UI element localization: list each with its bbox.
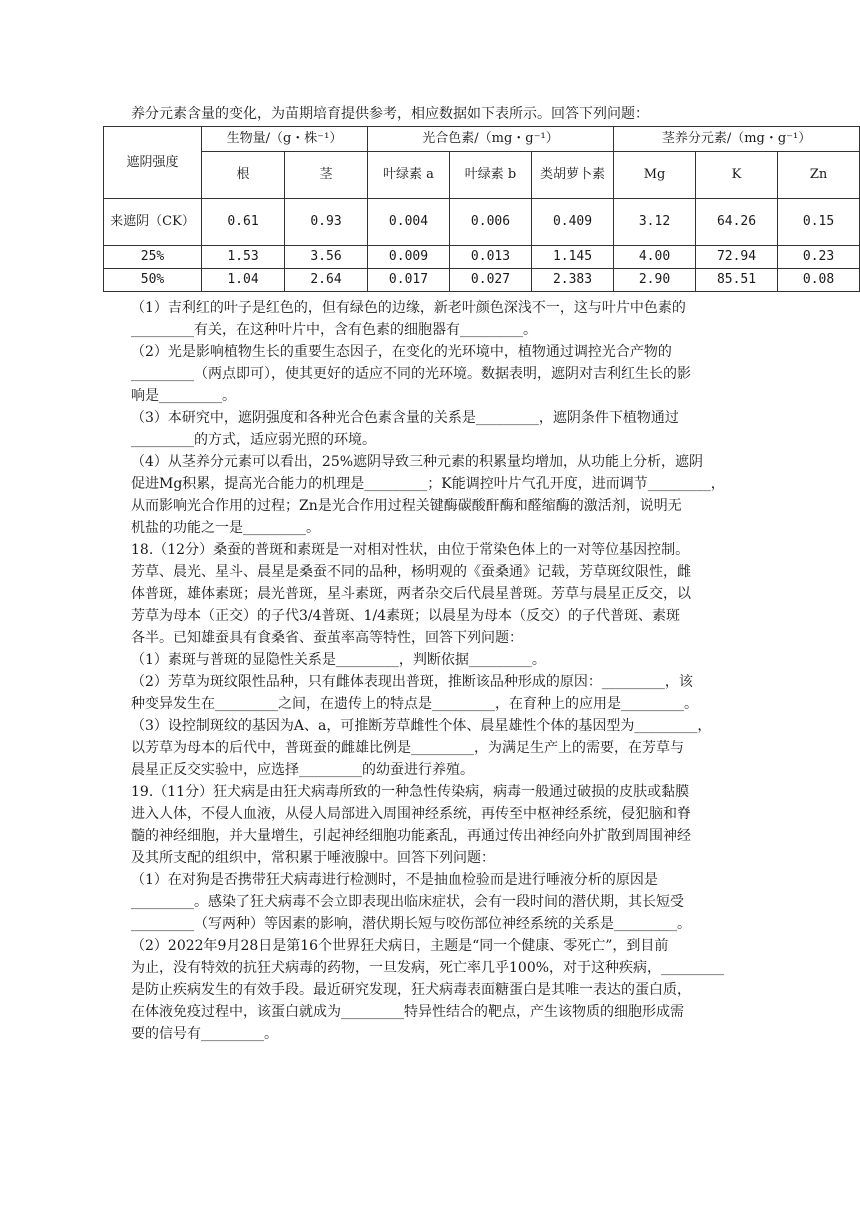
col-header: 类胡萝卜素	[532, 152, 614, 199]
table-cell: 0.017	[368, 269, 450, 292]
question-text	[131, 297, 731, 1045]
text-line: 促进Mg积累，提高光合能力的机理是_________；K能调控叶片气孔开度，进而调节_________，	[131, 476, 725, 492]
table-cell: 0.61	[202, 199, 285, 246]
col-header: 茎	[285, 152, 368, 199]
text-line: _________。感染了狂犬病毒不会立即表现出临床症状，会有一段时间的潜伏期，其长短受	[131, 894, 684, 910]
table-subheader-row	[104, 152, 860, 199]
table-cell: 0.006	[450, 199, 532, 246]
text-line: 种变异发生在_________之间，在遗传上的特点是_________，在育种上的应用是_________。	[131, 696, 698, 712]
text-line: 以芳草为母本的后代中，普斑蚕的雌雄比例是_________，为满足生产上的需要，在芳草与	[131, 740, 684, 756]
text-line: 芳草为母本（正交）的子代3/4普斑、1/4素斑；以晨星为母本（反交）的子代普斑、素斑	[131, 608, 681, 624]
table-cell: 2.64	[285, 269, 368, 292]
group-header-biomass: 生物量/（g・株⁻¹）	[202, 127, 368, 152]
table-row	[104, 246, 860, 269]
table-cell: 1.53	[202, 246, 285, 269]
table-cell: 64.26	[696, 199, 778, 246]
table-cell: 0.009	[368, 246, 450, 269]
col-header: Mg	[614, 152, 696, 199]
text-line: 芳草、晨光、星斗、晨星是桑蚕不同的品种，杨明观的《蚕桑通》记载，芳草斑纹限性，雌	[131, 564, 691, 580]
table-cell: 0.004	[368, 199, 450, 246]
table-cell: 0.93	[285, 199, 368, 246]
text-line: 及其所支配的组织中，常积累于唾液腺中。回答下列问题：	[131, 850, 495, 866]
table-cell: 3.12	[614, 199, 696, 246]
text-line: （3）设控制斑纹的基因为A、a，可推断芳草雌性个体、晨星雄性个体的基因型为_________，	[131, 718, 712, 734]
table-header-row	[104, 127, 860, 152]
table-row	[104, 199, 860, 246]
text-line: （2）芳草为斑纹限性品种，只有雌体表现出普斑，推断该品种形成的原因：_________，该	[131, 674, 693, 690]
col-header: 叶绿素 a	[368, 152, 450, 199]
data-table	[103, 126, 860, 292]
text-line: （1）素斑与普斑的显隐性关系是_________，判断依据_________。	[131, 652, 546, 668]
table-cell: 0.013	[450, 246, 532, 269]
table-cell: 1.145	[532, 246, 614, 269]
table-cell: 0.409	[532, 199, 614, 246]
table-row	[104, 269, 860, 292]
table-cell: 2.90	[614, 269, 696, 292]
row-label: 来遮阴（CK）	[104, 199, 202, 246]
text-line: 为止，没有特效的抗狂犬病毒的药物，一旦发病，死亡率几乎100%，对于这种疾病，_________	[131, 960, 725, 976]
text-line: 进入人体，不侵人血液，从侵人局部进入周围神经系统，再传至中枢神经系统，侵犯脑和脊	[131, 806, 691, 822]
text-line: （2）2022年9月28日是第16个世界狂犬病日，主题是“同一个健康、零死亡”，到目前	[131, 938, 669, 954]
text-line: 晨星正反交实验中，应选择_________的幼蚕进行养殖。	[131, 762, 474, 778]
group-header-nutrient: 茎养分元素/（mg・g⁻¹）	[614, 127, 860, 152]
table-cell: 0.23	[778, 246, 860, 269]
text-line: _________的方式，适应弱光照的环境。	[131, 432, 376, 448]
text-line: （1）吉利红的叶子是红色的，但有绿色的边缘，新老叶颜色深浅不一，这与叶片中色素的	[131, 300, 686, 316]
text-line: 是防止疾病发生的有效手段。最近研究发现，狂犬病毒表面糖蛋白是其唯一表达的蛋白质，	[131, 982, 691, 998]
text-line: （1）在对狗是否携带狂犬病毒进行检测时，不是抽血检验而是进行唾液分析的原因是	[131, 872, 658, 888]
text-line: 响是_________。	[131, 388, 236, 404]
table-cell: 0.15	[778, 199, 860, 246]
table-cell: 4.00	[614, 246, 696, 269]
text-line: 在体液免疫过程中，该蛋白就成为_________特异性结合的靶点，产生该物质的细胞形成需	[131, 1004, 684, 1020]
text-line: 各半。已知雄蚕具有食桑省、蚕茧率高等特性，回答下列问题：	[131, 630, 523, 646]
col-header: Zn	[778, 152, 860, 199]
text-line: 要的信号有_________。	[131, 1026, 278, 1042]
table-cell: 1.04	[202, 269, 285, 292]
col-header: K	[696, 152, 778, 199]
table-cell: 2.383	[532, 269, 614, 292]
text-line: （4）从茎养分元素可以看出，25%遮阴导致三种元素的积累量均增加，从功能上分析，遮阴	[131, 454, 704, 470]
text-line: 体普斑，雄体素斑；晨光普斑，星斗素斑，两者杂交后代晨星普斑。芳草与晨星正反交，以	[131, 586, 691, 602]
text-line: 从而影响光合作用的过程；Zn是光合作用过程关键酶碳酸酐酶和醛缩酶的激活剂，说明无	[131, 498, 682, 514]
intro-line: 养分元素含量的变化，为苗期培育提供参考，相应数据如下表所示。回答下列问题：	[131, 106, 649, 122]
text-line: _________（两点即可），使其更好的适应不同的光环境。数据表明，遮阴对吉利红生长的影	[131, 366, 691, 382]
text-line: （3）本研究中，遮阴强度和各种光合色素含量的关系是_________，遮阴条件下植物通过	[131, 410, 679, 426]
table-cell: 72.94	[696, 246, 778, 269]
row-label: 50%	[104, 269, 202, 292]
text-line: 髓的神经细胞，并大量增生，引起神经细胞功能紊乱，再通过传出神经向外扩散到周围神经	[131, 828, 691, 844]
group-header-pigment: 光合色素/（mg・g⁻¹）	[368, 127, 614, 152]
text-line: 机盐的功能之一是_________。	[131, 520, 320, 536]
table-cell: 3.56	[285, 246, 368, 269]
question-heading: 18.（12分）桑蚕的普斑和素斑是一对相对性状，由位于常染色体上的一对等位基因控制。	[131, 542, 690, 558]
table-cell: 0.08	[778, 269, 860, 292]
text-line: （2）光是影响植物生长的重要生态因子，在变化的光环境中，植物通过调控光合产物的	[131, 344, 672, 360]
row-header-cell: 遮阴强度	[104, 127, 202, 199]
col-header: 叶绿素 b	[450, 152, 532, 199]
row-label: 25%	[104, 246, 202, 269]
text-line: _________（写两种）等因素的影响，潜伏期长短与咬伤部位神经系统的关系是_________。	[131, 916, 691, 932]
text-line: _________有关，在这种叶片中，含有色素的细胞器有_________。	[131, 322, 537, 338]
question-heading: 19.（11分）狂犬病是由狂犬病毒所致的一种急性传染病，病毒一般通过破损的皮肤或黏膜	[131, 784, 690, 800]
table-cell: 85.51	[696, 269, 778, 292]
table-cell: 0.027	[450, 269, 532, 292]
col-header: 根	[202, 152, 285, 199]
